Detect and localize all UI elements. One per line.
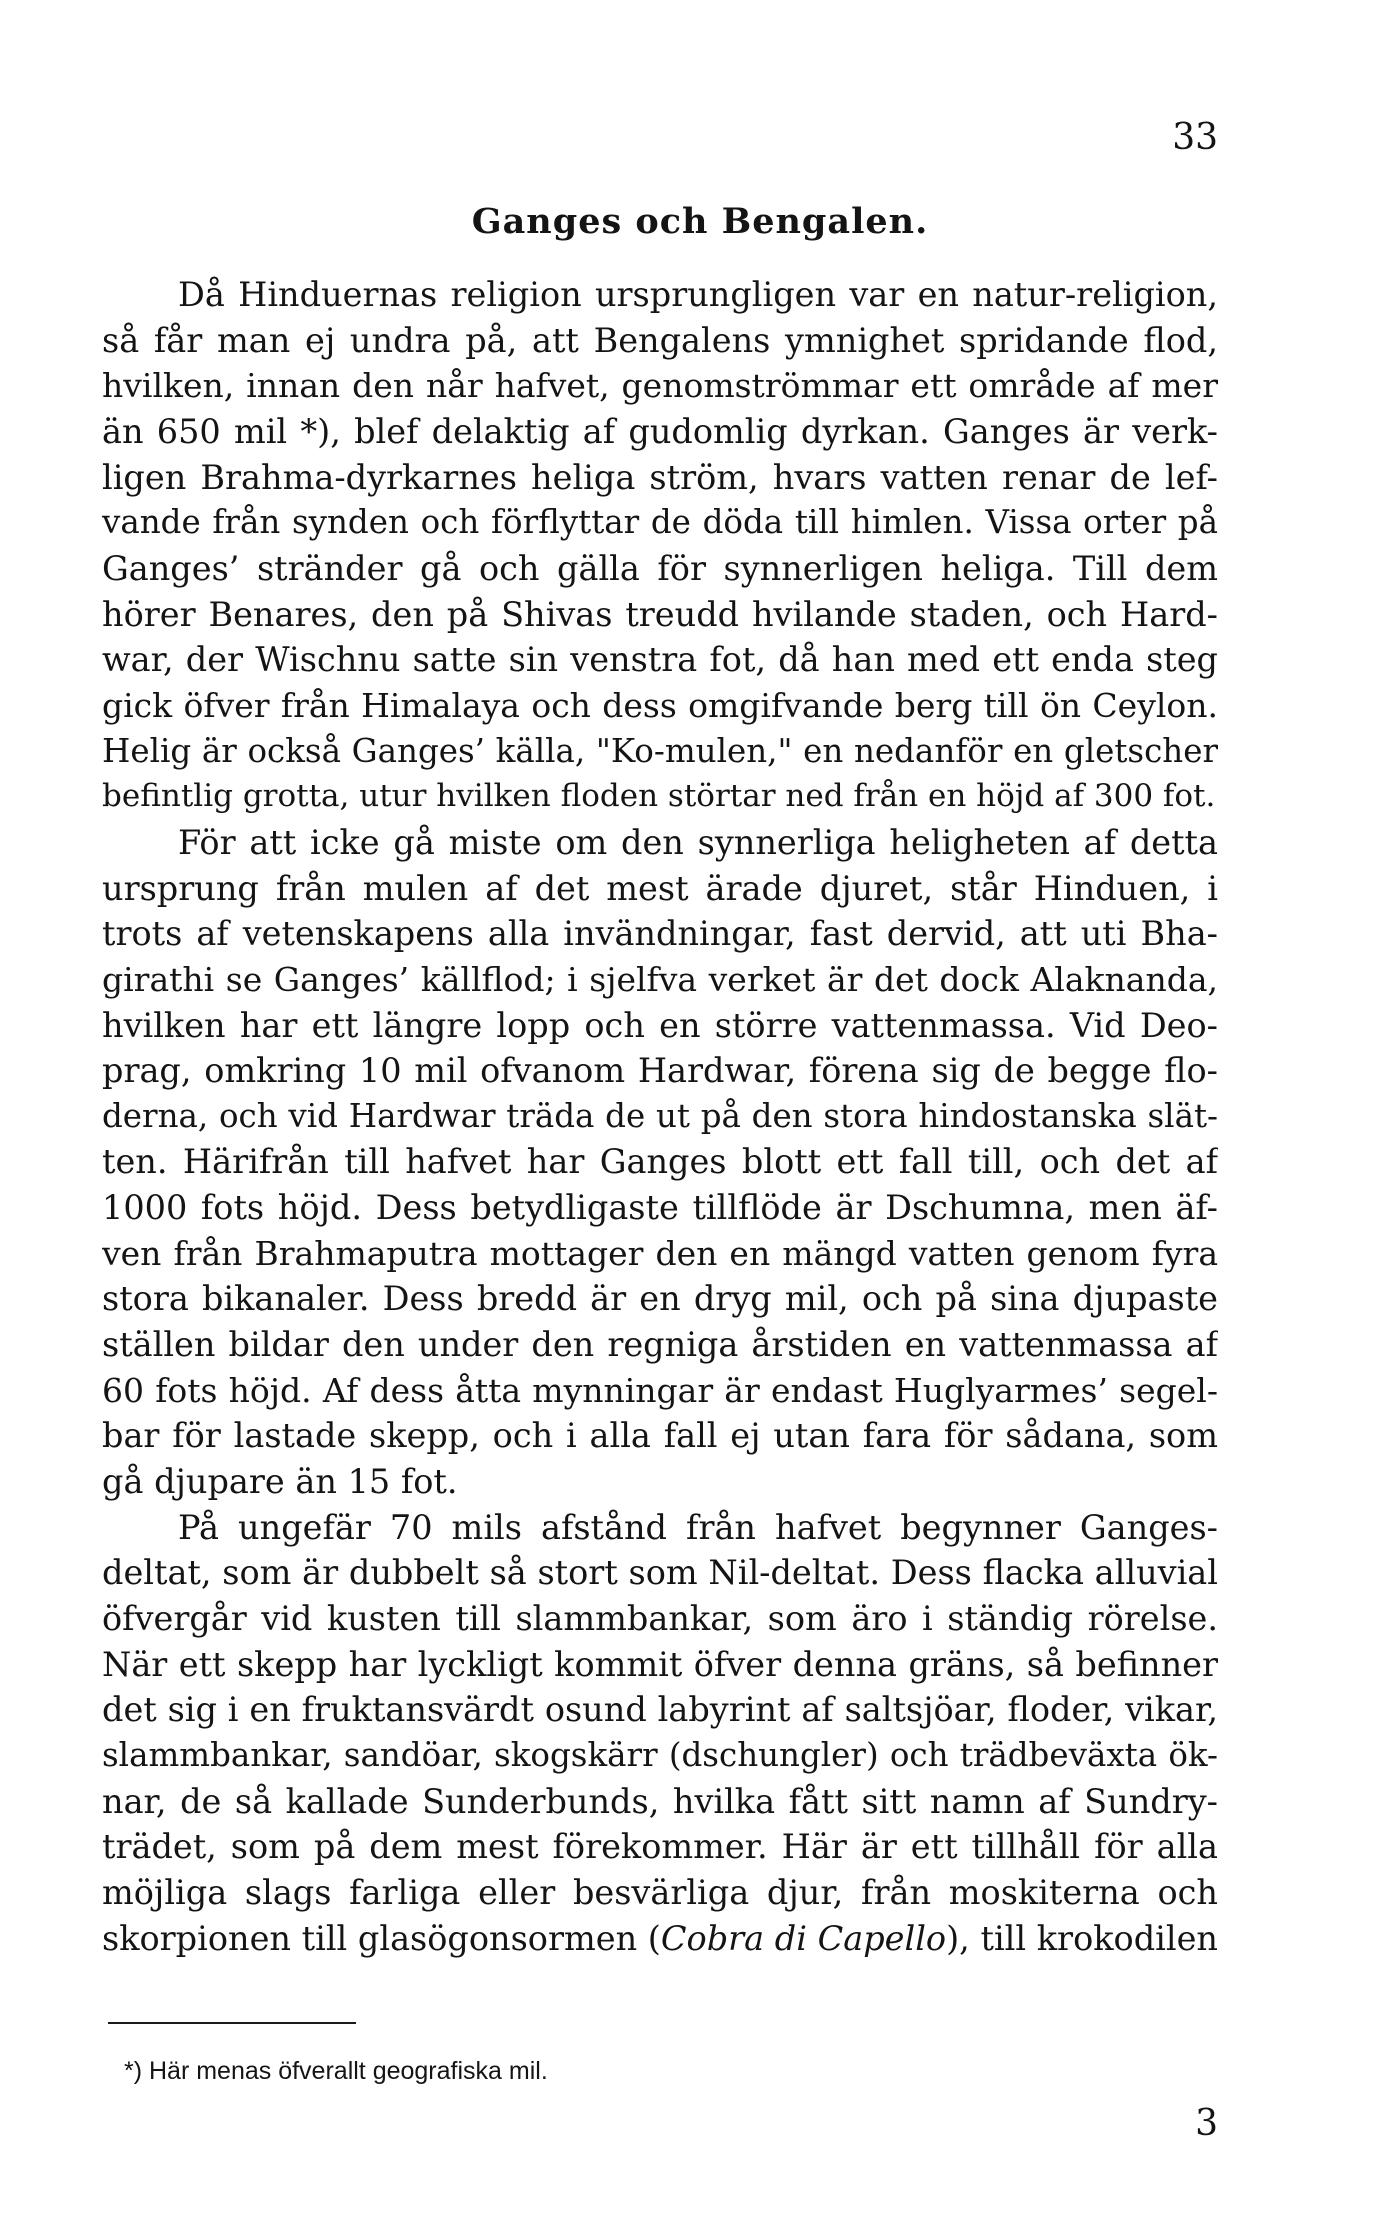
text-line: nar, de så kallade Sunderbunds, hvilka fått sitt namn af Sundry- [102, 1781, 1218, 1821]
text-line: På ungefär 70 mils afstånd från hafvet begynner Ganges- [178, 1507, 1218, 1547]
page-heading: Ganges och Bengalen. [471, 201, 929, 242]
text-line: trädet, som på dem mest förekommer. Här är ett tillhåll för alla [102, 1827, 1218, 1867]
text-line: gå djupare än 15 fot. [102, 1462, 458, 1502]
text-line: ten. Härifrån till hafvet har Ganges blott ett fall till, och det af [102, 1142, 1218, 1182]
text-line: hvilken har ett längre lopp och en större vattenmassa. Vid Deo- [102, 1005, 1218, 1045]
text-line: deltat, som är dubbelt så stort som Nil-deltat. Dess flacka alluvial [102, 1553, 1218, 1593]
signature-mark: 3 [1195, 2103, 1218, 2144]
text-line: När ett skepp har lyckligt kommit öfver denna gräns, så befinner [102, 1644, 1218, 1684]
text-line: befintlig grotta, utur hvilken floden störtar ned från en höjd af 300 fot. [102, 778, 1216, 815]
footnote-divider [108, 2022, 356, 2024]
text-line: öfvergår vid kusten till slammbankar, som äro i ständig rörelse. [102, 1599, 1218, 1639]
text-line: Då Hinduernas religion ursprungligen var en natur-religion, [178, 275, 1218, 314]
text-line: gick öfver från Himalaya och dess omgifvande berg till ön Ceylon. [102, 685, 1218, 725]
text-line: möjliga slags farliga eller besvärliga djur, från moskiterna och [102, 1872, 1218, 1912]
text-line: 60 fots höjd. Af dess åtta mynningar är endast Huglyarmes’ segel- [102, 1370, 1218, 1410]
text-line: Ganges’ stränder gå och gälla för synnerligen heliga. Till dem [102, 548, 1218, 588]
footnote: *) Här menas öfverallt geografiska mil. [124, 2057, 548, 2085]
text-line: slammbankar, sandöar, skogskärr (dschungler) och trädbeväxta ök- [102, 1736, 1218, 1774]
text-line: För att icke gå miste om den synnerliga heligheten af detta [178, 822, 1218, 862]
text-line: så får man ej undra på, att Bengalens ymnighet spridande flod, [102, 320, 1218, 360]
text-line: derna, och vid Hardwar träda de ut på den stora hindostanska slät- [102, 1096, 1218, 1135]
text-line: hvilken, innan den når hafvet, genomströmmar ett område af mer [102, 366, 1218, 406]
text-line: skorpionen till glasögonsormen (Cobra di Capello), till krokodilen [102, 1918, 1218, 1958]
text-line: trots af vetenskapens alla invändningar, fast dervid, att uti Bha- [102, 914, 1218, 954]
text-line: ursprung från mulen af det mest ärade djuret, står Hinduen, i [102, 868, 1218, 908]
text-line: än 650 mil *), blef delaktig af gudomlig dyrkan. Ganges är verk- [102, 411, 1218, 451]
text-line: hörer Benares, den på Shivas treudd hvilande staden, och Hard- [102, 594, 1218, 634]
text-line: Helig är också Ganges’ källa, "Ko-mulen," en nedanför en gletscher [102, 731, 1218, 770]
text-line: prag, omkring 10 mil ofvanom Hardwar, förena sig de begge flo- [102, 1051, 1218, 1091]
text-line: bar för lastade skepp, och i alla fall ej utan fara för sådana, som [102, 1416, 1218, 1456]
text-line: ligen Brahma-dyrkarnes heliga ström, hvars vatten renar de lef- [102, 457, 1218, 497]
body-text [102, 272, 1218, 1961]
species-name: Cobra di Capello [660, 1918, 947, 1958]
text-line: stora bikanaler. Dess bredd är en dryg mil, och på sina djupaste [102, 1279, 1218, 1319]
text-line: girathi se Ganges’ källflod; i sjelfva verket är det dock Alaknanda, [102, 959, 1218, 999]
text-line: det sig i en fruktansvärdt osund labyrint af saltsjöar, floder, vikar, [102, 1690, 1218, 1730]
text-line: 1000 fots höjd. Dess betydligaste tillflöde är Dschumna, men äf- [102, 1188, 1218, 1228]
text-line: vande från synden och förflyttar de döda till himlen. Vissa orter på [102, 503, 1218, 542]
page-number: 33 [1172, 117, 1218, 158]
text-line: war, der Wischnu satte sin venstra fot, då han med ett enda steg [102, 640, 1218, 680]
text-line: ställen bildar den under den regniga årstiden en vattenmassa af [102, 1325, 1218, 1365]
text-line: ven från Brahmaputra mottager den en mängd vatten genom fyra [102, 1233, 1218, 1273]
